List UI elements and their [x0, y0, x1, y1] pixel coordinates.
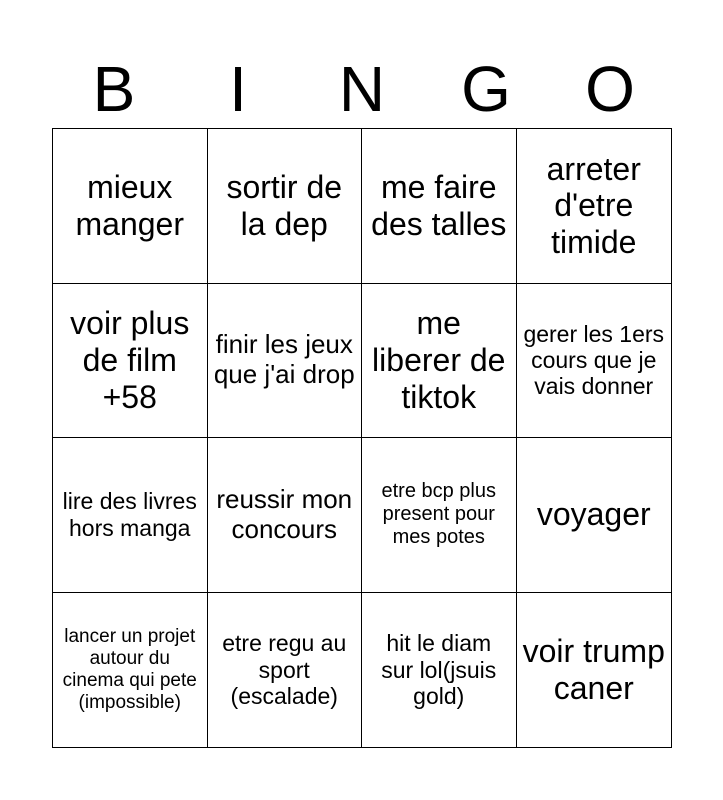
- bingo-cell[interactable]: [362, 593, 517, 748]
- bingo-cell-text: lancer un projet autour du cinema qui pete (impossible): [62, 626, 197, 713]
- header-letter-o: O: [585, 53, 635, 125]
- bingo-cell[interactable]: [53, 593, 208, 748]
- bingo-cell-text: arreter d'etre timide: [546, 150, 641, 261]
- header-letter-i: I: [229, 53, 247, 125]
- bingo-cell-text: me liberer de tiktok: [372, 305, 506, 415]
- bingo-cell[interactable]: [208, 129, 363, 284]
- bingo-cell[interactable]: [517, 284, 672, 439]
- bingo-cell-text: etre regu au sport (escalade): [222, 630, 347, 709]
- bingo-cell-text: gerer les 1ers cours que je vais donner: [523, 320, 665, 400]
- bingo-cell-text: etre bcp plus present pour mes potes: [381, 480, 496, 549]
- bingo-cell-text: voir trump caner: [522, 632, 665, 706]
- bingo-cell[interactable]: [517, 129, 672, 284]
- bingo-cell[interactable]: [517, 438, 672, 593]
- bingo-cell[interactable]: [208, 438, 363, 593]
- bingo-board: [52, 128, 672, 748]
- bingo-cell[interactable]: [53, 284, 208, 439]
- bingo-cell-text: finir les jeux que j'ai drop: [213, 329, 355, 390]
- bingo-cell-text: mieux manger: [75, 168, 184, 242]
- header-letter-g: G: [461, 53, 511, 125]
- bingo-cell-text: hit le diam sur lol(jsuis gold): [381, 630, 497, 709]
- bingo-cell[interactable]: [517, 593, 672, 748]
- bingo-cell-text: me faire des talles: [371, 168, 507, 242]
- bingo-cell-text: voyager: [536, 496, 651, 533]
- bingo-cell[interactable]: [208, 284, 363, 439]
- bingo-cell-text: lire des livres hors manga: [62, 488, 197, 541]
- bingo-cell-text: reussir mon concours: [216, 483, 353, 544]
- bingo-cell-text: voir plus de film +58: [70, 305, 190, 415]
- bingo-cell[interactable]: [362, 438, 517, 593]
- bingo-cell-text: sortir de la dep: [226, 168, 343, 242]
- header-letter-b: B: [92, 53, 136, 125]
- bingo-cell[interactable]: [53, 129, 208, 284]
- bingo-header: [52, 52, 672, 126]
- bingo-cell[interactable]: [362, 284, 517, 439]
- header-letter-n: N: [338, 53, 386, 125]
- bingo-cell[interactable]: [362, 129, 517, 284]
- bingo-cell[interactable]: [53, 438, 208, 593]
- bingo-cell[interactable]: [208, 593, 363, 748]
